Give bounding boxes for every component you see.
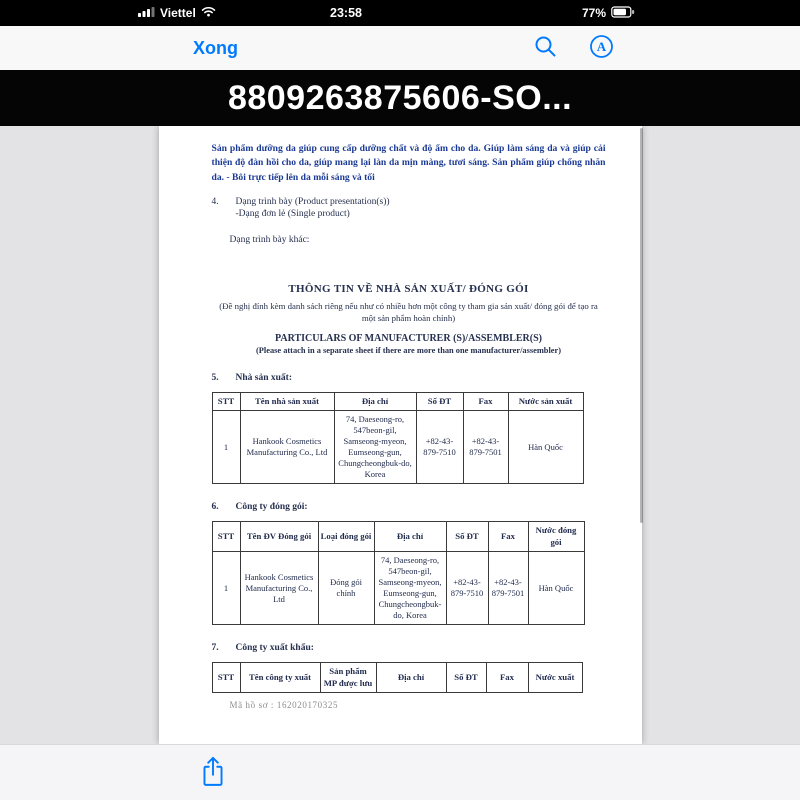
item-5-number: 5.: [211, 372, 219, 383]
table-row: [212, 552, 584, 625]
header-cell: Nước xuất: [528, 663, 582, 693]
item-7-label: Công ty xuất khẩu:: [235, 643, 314, 654]
reader-button[interactable]: [589, 34, 614, 62]
done-button[interactable]: Xong: [193, 37, 238, 58]
item-6-number: 6.: [211, 502, 219, 513]
header-cell: Số ĐT: [446, 522, 488, 552]
item-4: [212, 197, 606, 207]
header-cell: Địa chỉ: [376, 663, 446, 693]
item-6-label: Công ty đóng gói:: [235, 502, 308, 513]
item-4-other: Dạng trình bày khác:: [229, 235, 310, 246]
item-7-number: 7.: [211, 643, 219, 654]
section-note-en: (Please attach in a separate sheet if there are more than one manufacturer/assembler): [256, 345, 561, 355]
header-cell: Địa chỉ: [374, 522, 446, 552]
table-cell: +82-43-879-7501: [463, 411, 508, 484]
doc-scroll-area[interactable]: [0, 126, 800, 744]
header-cell: STT: [212, 392, 240, 410]
battery-percent-label: 77%: [581, 6, 606, 20]
header-cell: STT: [212, 663, 240, 693]
table-cell: Hankook Cosmetics Manufacturing Co., Ltd: [240, 411, 334, 484]
signal-strength-icon: [138, 6, 155, 20]
item-4-sub: -Dạng đơn lẻ (Single product): [235, 209, 350, 220]
status-bar: [0, 0, 800, 26]
table-cell: +82-43-879-7510: [446, 552, 488, 625]
battery-icon: [611, 6, 635, 21]
table-header-row: [212, 663, 582, 693]
table-cell: 1: [212, 552, 240, 625]
title-bar: [0, 70, 800, 126]
table-cell: +82-43-879-7510: [416, 411, 463, 484]
header-cell: Tên công ty xuất: [240, 663, 320, 693]
nav-bar: [0, 26, 800, 70]
export-table: [212, 662, 583, 693]
header-cell: Nước đóng gói: [528, 522, 584, 552]
header-cell: Loại đóng gói: [318, 522, 374, 552]
table-cell: 74, Daeseong-ro, 547beon-gil, Samseong-myeon, Eumseong-gun, Chungcheongbuk-do, Korea: [374, 552, 446, 625]
circled-a-icon: [589, 34, 614, 62]
svg-text:A: A: [596, 39, 607, 54]
search-button[interactable]: [534, 35, 557, 61]
section-title-en: PARTICULARS OF MANUFACTURER (S)/ASSEMBLER(S): [275, 332, 542, 344]
share-icon: [200, 755, 226, 790]
manufacturer-table: [212, 392, 584, 485]
table-header-row: [212, 392, 583, 410]
document-page: [159, 126, 642, 744]
bottom-toolbar: [0, 744, 800, 800]
item-6: [212, 502, 606, 512]
header-cell: Tên nhà sản xuất: [240, 392, 334, 410]
header-cell: Sản phẩm MP được lưu: [320, 663, 376, 693]
header-cell: Fax: [488, 522, 528, 552]
status-left: [138, 6, 216, 20]
item-4-label: Dạng trình bày (Product presentation(s)): [235, 197, 390, 208]
nav-icons: [534, 34, 614, 62]
status-right: [582, 6, 635, 21]
table-cell: Hàn Quốc: [508, 411, 583, 484]
item-7: [212, 643, 606, 653]
search-icon: [534, 35, 557, 61]
header-cell: Tên ĐV Đóng gói: [240, 522, 318, 552]
item-5: [212, 373, 606, 383]
item-5-label: Nhà sản xuất:: [235, 372, 292, 383]
table-cell: 1: [212, 411, 240, 484]
section-note-vi: (Đề nghị đính kèm danh sách riêng nếu như có nhiều hơn một công ty tham gia sản xuất/ đóng gói để tạo ra một sản phẩm hoàn chỉnh): [219, 301, 598, 324]
carrier-label: Viettel: [160, 6, 196, 20]
table-cell: 74, Daeseong-ro, 547beon-gil, Samseong-myeon, Eumseong-gun, Chungcheongbuk-do, Korea: [334, 411, 416, 484]
share-button[interactable]: [200, 755, 226, 790]
header-cell: Số ĐT: [446, 663, 486, 693]
table-cell: Hankook Cosmetics Manufacturing Co., Ltd: [240, 552, 318, 625]
header-cell: Địa chỉ: [334, 392, 416, 410]
header-cell: Số ĐT: [416, 392, 463, 410]
intro-paragraph: Sản phẩm dưỡng da giúp cung cấp dưỡng chất và độ ẩm cho da. Giúp làm sáng da và giúp cải thiện độ đàn hồi cho da, giúp mang lại làn da mịn màng, tươi sáng. Sản phẩm giúp chống nhăn da. - Bôi trực tiếp lên da mỗi sáng và tối: [211, 143, 606, 183]
document-title: 8809263875606-SO...: [227, 78, 573, 117]
table-header-row: [212, 522, 584, 552]
table-cell: Đóng gói chính: [318, 552, 374, 625]
header-cell: Fax: [463, 392, 508, 410]
wifi-icon: [201, 6, 216, 20]
header-cell: Fax: [486, 663, 528, 693]
item-4-number: 4.: [211, 197, 219, 208]
table-row: [212, 411, 583, 484]
table-cell: Hàn Quốc: [528, 552, 584, 625]
header-cell: STT: [212, 522, 240, 552]
table-cell: +82-43-879-7501: [488, 552, 528, 625]
section-title-vi: THÔNG TIN VỀ NHÀ SẢN XUẤT/ ĐÓNG GÓI: [288, 283, 529, 296]
scroll-indicator[interactable]: [640, 128, 643, 523]
packaging-table: [212, 521, 585, 625]
file-code: Mã hồ sơ : 162020170325: [229, 699, 339, 710]
header-cell: Nước sản xuất: [508, 392, 583, 410]
clock: 23:58: [330, 6, 362, 20]
